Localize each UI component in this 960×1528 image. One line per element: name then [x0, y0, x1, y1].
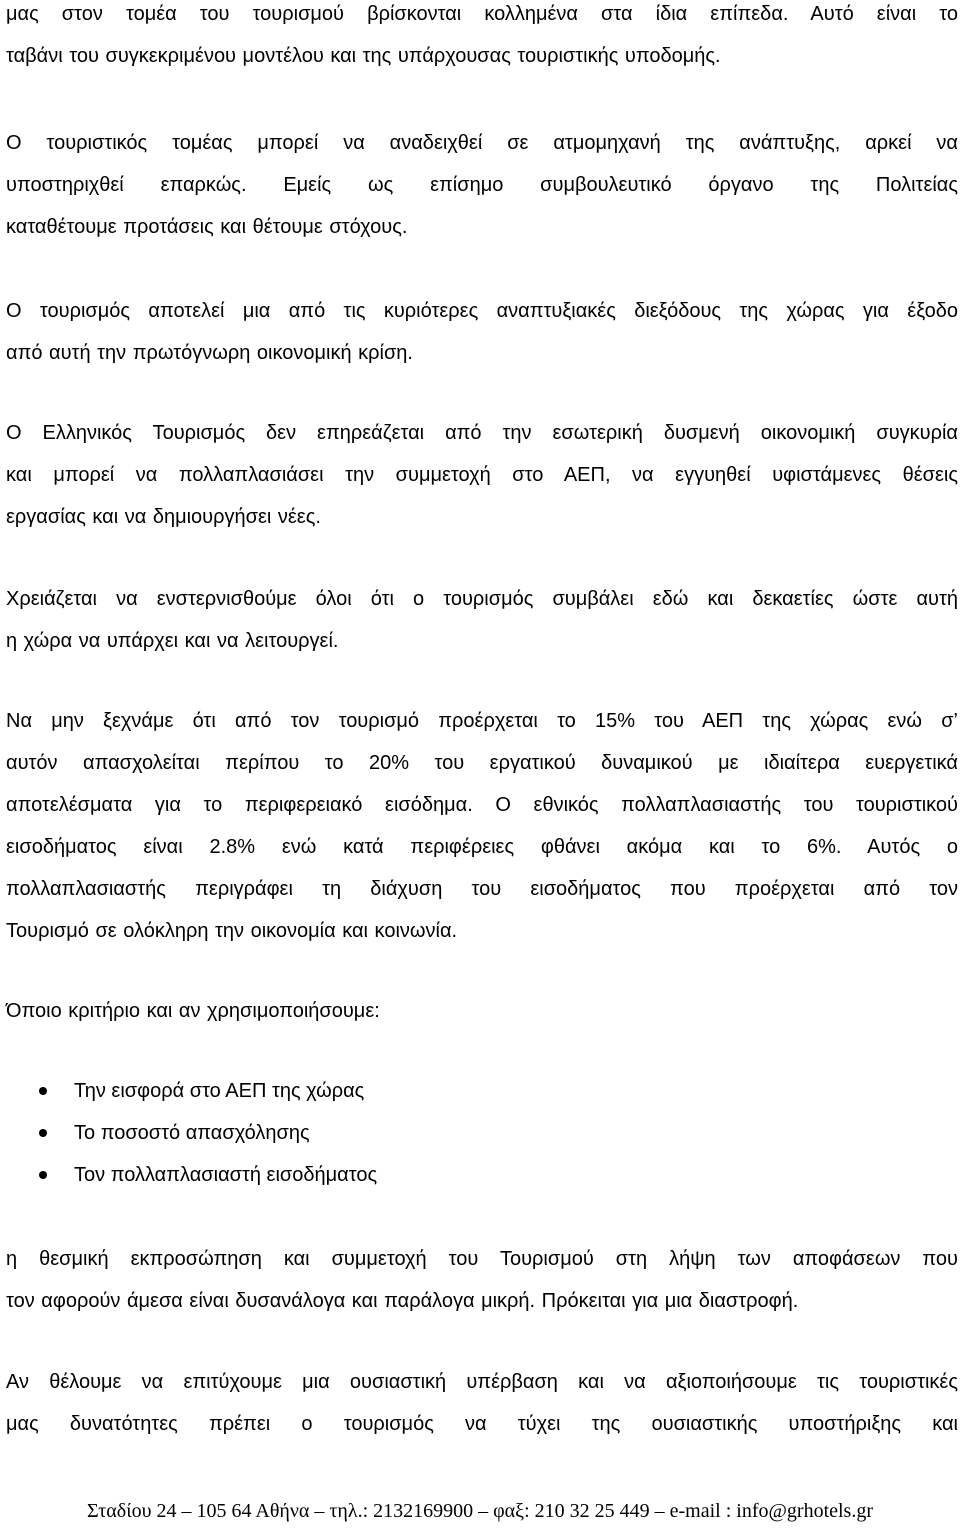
text-line: μας δυνατότητες πρέπει ο τουρισμός να τύχει της ουσιαστικής υποστήριξης και — [6, 1413, 958, 1435]
text-line: τον αφορούν άμεσα είναι δυσανάλογα και παράλογα μικρή. Πρόκειται για μια διαστροφή. — [6, 1290, 799, 1312]
text-line: Όποιο κριτήριο και αν χρησιμοποιήσουμε: — [6, 1000, 380, 1022]
paragraph-4 — [6, 412, 958, 538]
text-line: Ο τουρισμός αποτελεί μια από τις κυριότερες αναπτυξιακές διεξόδους της χώρας για έξοδο — [6, 300, 958, 322]
text-line: ταβάνι του συγκεκριμένου μοντέλου και της υπάρχουσας τουριστικής υποδομής. — [6, 45, 721, 67]
text-line: Αν θέλουμε να επιτύχουμε μια ουσιαστική υπέρβαση και να αξιοποιήσουμε τις τουριστικές — [6, 1371, 958, 1393]
text-line: Τουρισμό σε ολόκληρη την οικονομία και κοινωνία. — [6, 920, 458, 942]
text-line: εισοδήματος είναι 2.8% ενώ κατά περιφέρειες φθάνει ακόμα και το 6%. Αυτός ο — [6, 836, 958, 858]
list-item — [0, 1154, 960, 1196]
page-footer: Σταδίου 24 – 105 64 Αθήνα – τηλ.: 2132169900 – φαξ: 210 32 25 449 – e-mail : info@grhotels.gr — [86, 1500, 873, 1522]
bullet-icon — [39, 1171, 47, 1179]
text-line: από αυτή την πρωτόγνωρη οικονομική κρίση. — [6, 342, 413, 364]
text-line: Ο τουριστικός τομέας μπορεί να αναδειχθεί σε ατμομηχανή της ανάπτυξης, αρκεί να — [6, 132, 958, 154]
paragraph-9 — [6, 1361, 958, 1445]
list-item-text: Το ποσοστό απασχόλησης — [74, 1122, 310, 1144]
text-line: και μπορεί να πολλαπλασιάσει την συμμετοχή στο ΑΕΠ, να εγγυηθεί υφιστάμενες θέσεις — [6, 464, 958, 486]
list-item — [0, 1112, 960, 1154]
paragraph-2 — [6, 122, 958, 248]
paragraph-3 — [6, 290, 958, 374]
text-line: Ο Ελληνικός Τουρισμός δεν επηρεάζεται από την εσωτερική δυσμενή οικονομική συγκυρία — [6, 422, 958, 444]
paragraph-5 — [6, 578, 958, 662]
paragraph-8 — [6, 1238, 958, 1322]
text-line: Χρειάζεται να ενστερνισθούμε όλοι ότι ο τουρισμός συμβάλει εδώ και δεκαετίες ώστε αυτή — [6, 588, 958, 610]
list-item-text: Τον πολλαπλασιαστή εισοδήματος — [74, 1164, 378, 1186]
text-line: πολλαπλασιαστής περιγράφει τη διάχυση του εισοδήματος που προέρχεται από τον — [6, 878, 958, 900]
text-line: αποτελέσματα για το περιφερειακό εισόδημα. Ο εθνικός πολλαπλασιαστής του τουριστικού — [6, 794, 958, 816]
text-line: εργασίας και να δημιουργήσει νέες. — [6, 506, 321, 528]
paragraph-1 — [6, 0, 958, 77]
bullet-list — [0, 1070, 960, 1196]
bullet-icon — [39, 1129, 47, 1137]
text-line: καταθέτουμε προτάσεις και θέτουμε στόχους. — [6, 216, 408, 238]
list-item-text: Την εισφορά στο ΑΕΠ της χώρας — [74, 1080, 365, 1102]
paragraph-7 — [6, 990, 958, 1032]
text-line: η χώρα να υπάρχει και να λειτουργεί. — [6, 630, 339, 652]
text-line: Να μην ξεχνάμε ότι από τον τουρισμό προέρχεται το 15% του ΑΕΠ της χώρας ενώ σ’ — [6, 710, 958, 732]
text-line: αυτόν απασχολείται περίπου το 20% του εργατικού δυναμικού με ιδιαίτερα ευεργετικά — [6, 752, 958, 774]
text-line: η θεσμική εκπροσώπηση και συμμετοχή του Τουρισμού στη λήψη των αποφάσεων που — [6, 1248, 958, 1270]
list-item — [0, 1070, 960, 1112]
text-line: μας στον τομέα του τουρισμού βρίσκονται κολλημένα στα ίδια επίπεδα. Αυτό είναι το — [6, 3, 958, 25]
bullet-icon — [39, 1087, 47, 1095]
paragraph-6 — [6, 700, 958, 952]
text-line: υποστηριχθεί επαρκώς. Εμείς ως επίσημο συμβουλευτικό όργανο της Πολιτείας — [6, 174, 958, 196]
